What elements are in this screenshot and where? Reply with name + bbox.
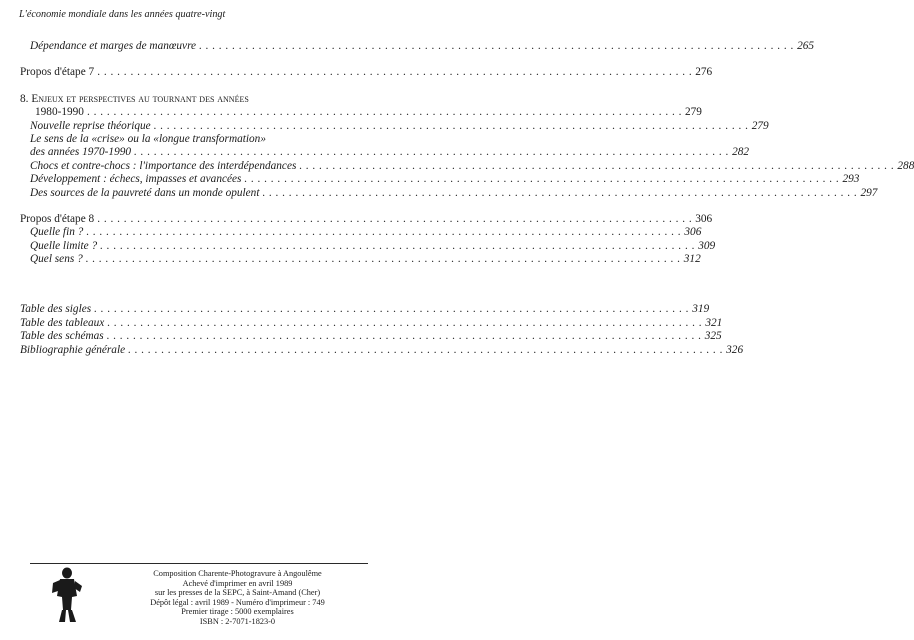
colophon-rule: [30, 563, 368, 564]
toc-entry-title: Quel sens ?: [30, 253, 83, 266]
toc-entry-title: Table des tableaux: [20, 316, 105, 329]
toc-entry-page: 276: [695, 66, 713, 79]
toc-table-entry: [20, 316, 723, 330]
table-of-contents: [20, 40, 914, 357]
toc-table-entry: [20, 303, 710, 316]
toc-entry-page: 293: [842, 173, 860, 186]
toc-propos-7: [20, 66, 713, 79]
colophon: [120, 569, 355, 627]
colophon-line: Premier tirage : 5000 exemplaires: [181, 607, 294, 617]
toc-entry: [20, 40, 815, 53]
toc-entry-page: 306: [684, 226, 702, 239]
toc-entry: [20, 146, 750, 159]
toc-entry: [20, 226, 702, 239]
leader-dots: [262, 187, 857, 200]
printer-mark-icon: [50, 566, 84, 624]
toc-entry-title: Propos d'étape 8: [20, 212, 95, 225]
toc-entry-page: 297: [860, 186, 878, 199]
leader-dots: [154, 120, 749, 133]
toc-entry-page: 309: [698, 239, 716, 252]
toc-entry-page: 282: [732, 146, 750, 159]
toc-entry: [20, 186, 878, 200]
leader-dots: [107, 317, 702, 330]
toc-entry-page: 288: [897, 159, 914, 172]
colophon-line: ISBN : 2-7071-1823-0: [199, 616, 276, 626]
toc-entry-title: Dépendance et marges de manœuvre: [30, 40, 197, 52]
leader-dots: [97, 66, 692, 79]
toc-entry-page: 321: [705, 316, 723, 329]
running-head: L'économie mondiale dans les années quatre-vingt: [19, 9, 226, 20]
toc-entry-title: Quelle limite ?: [30, 239, 98, 252]
toc-entry-title: Développement : échecs, impasses et avancées: [30, 173, 242, 186]
leader-dots: [299, 160, 894, 173]
toc-entry-page: 265: [797, 40, 815, 52]
chapter-title-cont: 1980-1990: [35, 106, 84, 119]
colophon-line: Composition Charente-Photogravure à Angoulême: [153, 569, 322, 578]
leader-dots: [134, 146, 729, 159]
leader-dots: [107, 330, 702, 343]
toc-entry-title: Quelle fin ?: [30, 226, 84, 239]
colophon-line: Dépôt légal : avril 1989 - Numéro d'imprimeur : 749: [150, 597, 325, 607]
leader-dots: [87, 106, 682, 119]
toc-entry-page: 279: [751, 119, 769, 132]
toc-entry-page: 319: [692, 303, 710, 316]
toc-entry-page: 325: [704, 330, 722, 343]
toc-entry-title: des années 1970-1990: [30, 146, 132, 159]
toc-entry-title: Bibliographie générale: [20, 343, 126, 356]
toc-entry-title: Table des schémas: [20, 330, 104, 343]
colophon-line: Achevé d'imprimer en avril 1989: [182, 578, 293, 588]
toc-table-entry: [20, 343, 744, 357]
colophon-line: sur les presses de la SEPC, à Saint-Amand (Cher): [154, 588, 321, 598]
chapter-title: Enjeux et perspectives au tournant des années: [31, 92, 249, 105]
toc-entry: [20, 239, 716, 253]
toc-entry-title: Propos d'étape 7: [20, 66, 95, 79]
toc-entry-page: 306: [695, 212, 713, 225]
toc-entry-title: Table des sigles: [20, 303, 92, 316]
toc-entry-title: Le sens de la «crise» ou la «longue transformation»: [30, 132, 266, 145]
chapter-8-heading: [20, 93, 375, 106]
toc-entry-title: Chocs et contre-chocs : l'importance des interdépendances: [30, 159, 297, 172]
toc-entry: [20, 119, 769, 133]
toc-entry-page: 312: [683, 253, 701, 266]
toc-entry-page: 279: [685, 106, 702, 119]
toc-entry: [20, 133, 375, 146]
leader-dots: [86, 253, 681, 266]
chapter-number: 8.: [20, 92, 29, 105]
leader-dots: [94, 303, 689, 316]
toc-entry: [20, 173, 860, 186]
toc-entry: [20, 159, 914, 173]
toc-entry: [20, 253, 701, 266]
chapter-8-heading-cont: [20, 106, 702, 119]
toc-propos-8: [20, 212, 713, 226]
toc-entry-title: Des sources de la pauvreté dans un monde opulent: [30, 186, 260, 199]
leader-dots: [86, 226, 681, 239]
leader-dots: [199, 40, 794, 53]
leader-dots: [97, 213, 692, 226]
toc-table-entry: [20, 330, 722, 343]
leader-dots: [128, 344, 723, 357]
toc-entry-title: Nouvelle reprise théorique: [30, 119, 151, 132]
leader-dots: [100, 240, 695, 253]
toc-entry-page: 326: [726, 343, 744, 356]
leader-dots: [244, 173, 839, 186]
